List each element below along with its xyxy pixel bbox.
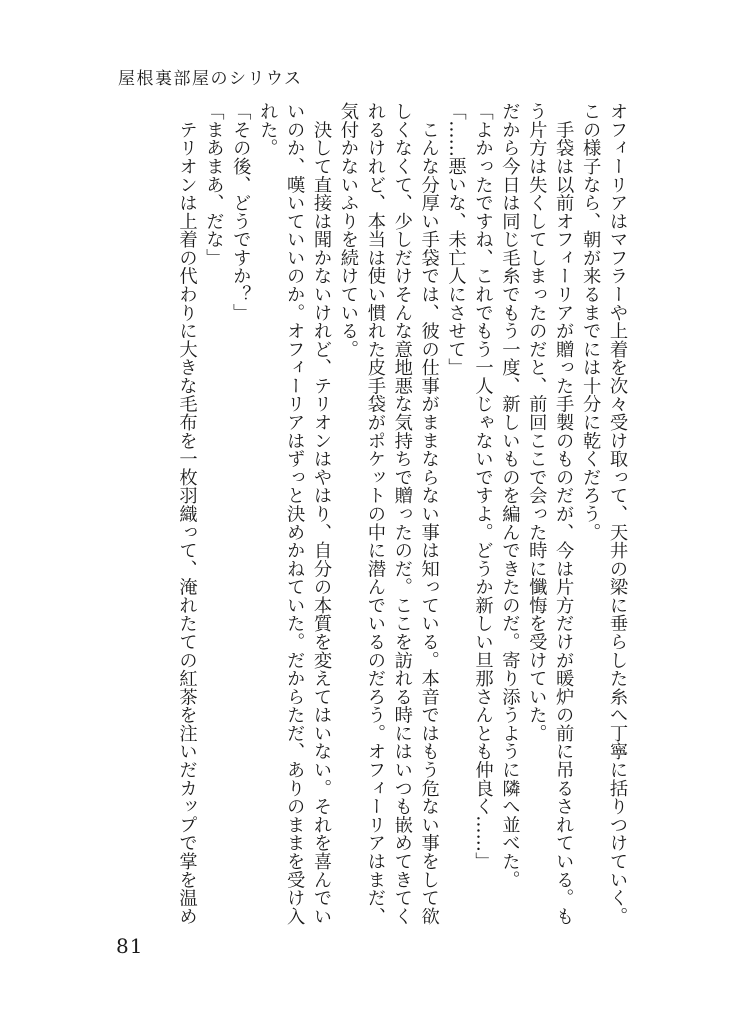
text-line: テリオンは上着の代わりに大きな毛布を一枚羽織って、淹れたての紅茶を注いだカップで掌を温め (176, 102, 198, 926)
text-line: 手袋は以前オフィーリアが贈った手製のものだが、今は片方だけが暖炉の前に吊るされている。も (553, 102, 575, 926)
text-line: う片方は失くしてしまったのだと、前回ここで会った時に懺悔を受けていた。 (526, 102, 548, 743)
text-line: 「まあまあ、だな」 (203, 102, 225, 267)
page-number: 81 (116, 934, 144, 958)
text-line: 「よかったですね、これでもう一人じゃないですよ。どうか新しい旦那さんとも仲良く……」 (472, 102, 494, 871)
text-line: 「その後、どうですか？」 (230, 102, 252, 322)
text-line: しくなくて、少しだけそんな意地悪な気持ちで贈ったのだ。ここを訪れる時にはいつも嵌めてきてく (391, 102, 413, 926)
running-title: 屋根裏部屋のシリウス (118, 69, 303, 89)
vertical-body-text (176, 102, 630, 926)
text-line: だから今日は同じ毛糸でもう一度、新しいものを編んできたのだ。寄り添うように隣へ並べた。 (499, 102, 521, 889)
text-line: こんな分厚い手袋では、彼の仕事がままならない事は知っている。本音ではもう危ない事をして欲 (418, 102, 440, 926)
text-line: 気付かないふりを続けている。 (337, 102, 359, 359)
text-line: この様子なら、朝が来るまでには十分に乾くだろう。 (580, 102, 602, 541)
text-line: れた。 (257, 102, 279, 157)
text-line: 決して直接は聞かないけれど、テリオンはやはり、自分の本質を変えてはいない。それを喜んでい (311, 102, 333, 926)
text-line: オフィーリアはマフラーや上着を次々受け取って、天井の梁に垂らした糸へ丁寧に括りつけていく。 (607, 102, 628, 926)
text-line: いのか、嘆いていいのか。オフィーリアはずっと決めかねていた。だからただ、ありのままを受け入 (284, 102, 306, 926)
text-line: 「……悪いな、未亡人にさせて」 (445, 102, 467, 377)
text-line: れるけれど、本当は使い慣れた皮手袋がポケットの中に潜んでいるのだろう。オフィーリアはまだ、 (364, 102, 386, 926)
